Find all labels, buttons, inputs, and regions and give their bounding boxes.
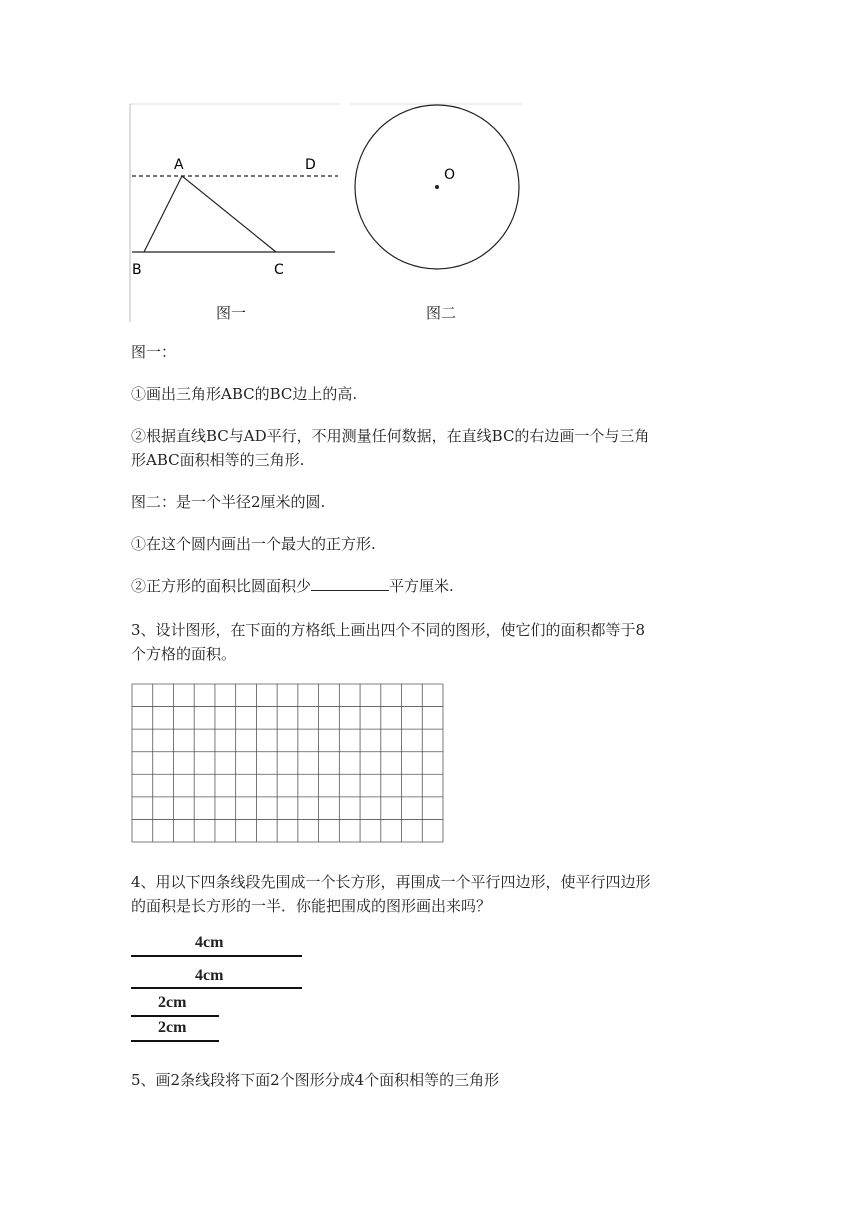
segment-2 [131, 987, 302, 989]
problem-3-line-2: 个方格的面积。 [131, 645, 237, 663]
segment-2-label: 4cm [195, 967, 224, 984]
answer-blank[interactable] [311, 574, 389, 591]
label-c: C [274, 262, 284, 278]
segment-3 [131, 1015, 219, 1017]
label-a: A [174, 157, 184, 173]
fig2-question-2 [131, 574, 454, 598]
problem-4-line-1: 4、用以下四条线段先围成一个长方形，再围成一个平行四边形，使平行四边形 [131, 873, 651, 891]
figure-1-triangle [128, 100, 343, 330]
fig2-question-2-unit: 平方厘米. [389, 577, 454, 595]
fig1-question-2-line-2: 形ABC面积相等的三角形. [131, 451, 305, 469]
segment-3-label: 2cm [158, 994, 187, 1011]
fig2-question-1: ①在这个圆内画出一个最大的正方形. [131, 535, 376, 553]
triangle-abc [144, 176, 276, 252]
fig2-heading: 图二：是一个半径2厘米的圆. [131, 493, 326, 511]
problem-4-line-2: 的面积是长方形的一半．你能把围成的图形画出来吗？ [131, 897, 492, 915]
fig1-question-2-line-1: ②根据直线BC与AD平行，不用测量任何数据，在直线BC的右边画一个与三角 [131, 427, 650, 445]
segment-1 [131, 955, 302, 957]
segment-1-label: 4cm [195, 934, 224, 951]
problem-3-line-1: 3、设计图形，在下面的方格纸上画出四个不同的图形，使它们的面积都等于8 [131, 621, 646, 639]
segment-4-label: 2cm [158, 1019, 187, 1036]
label-d: D [305, 157, 316, 173]
figure-2-circle [350, 100, 525, 280]
square-grid[interactable] [131, 683, 444, 843]
fig1-heading: 图一： [131, 343, 177, 361]
label-b: B [132, 262, 142, 278]
fig2-question-2-text: ②正方形的面积比圆面积少 [131, 577, 312, 595]
label-o: O [444, 167, 456, 183]
figure-2-caption: 图二 [426, 304, 457, 322]
fig1-question-1: ①画出三角形ABC的BC边上的高. [131, 385, 358, 403]
center-point [435, 185, 439, 189]
segment-4 [131, 1040, 219, 1042]
problem-5-line-1: 5、画2条线段将下面2个图形分成4个面积相等的三角形 [131, 1071, 500, 1089]
figure-1-caption: 图一 [216, 304, 247, 322]
